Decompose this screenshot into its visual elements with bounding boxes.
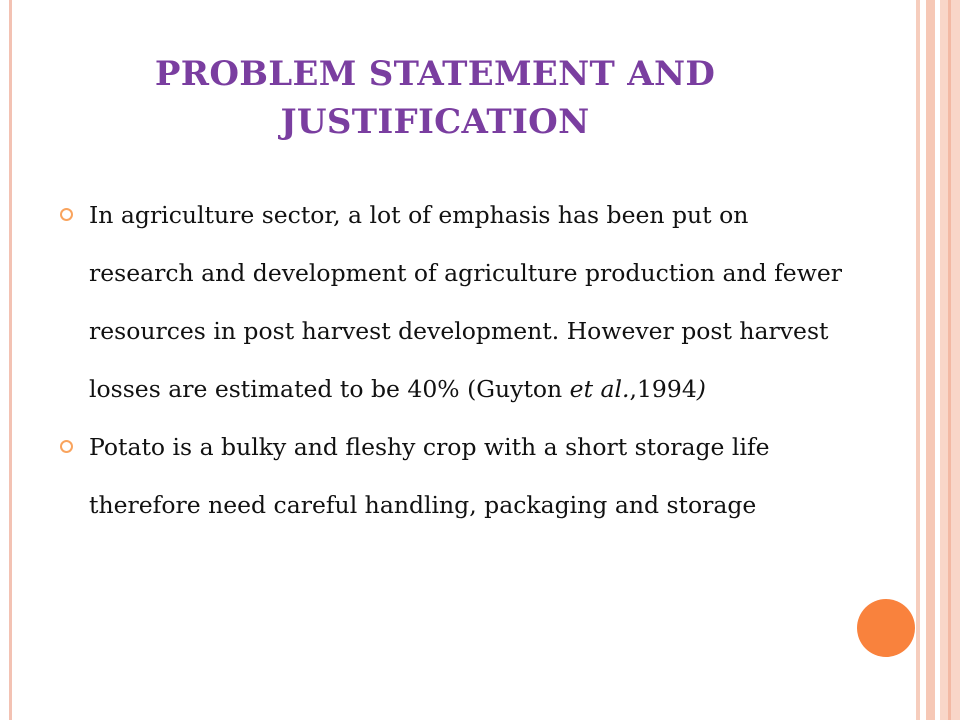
bullet-item	[58, 418, 858, 534]
right-stripe	[948, 0, 951, 720]
bullet-item	[58, 186, 858, 418]
bullet-circle-icon	[60, 440, 73, 453]
bullet-circle-icon	[60, 208, 73, 221]
slide-title: PROBLEM STATEMENT AND JUSTIFICATION	[154, 54, 716, 142]
right-stripe	[926, 0, 935, 720]
bullet-closing-paren: )	[696, 375, 706, 403]
accent-circle	[857, 599, 915, 657]
bullet-list	[58, 186, 858, 534]
bullet-citation-year: ,1994	[629, 375, 697, 403]
bullet-text: In agriculture sector, a lot of emphasis has been put on research and development of agriculture production and fewer resources in post harvest development. However post harvest losses are estimated to be 40% (Guyton	[89, 201, 842, 403]
right-stripe	[916, 0, 920, 720]
bullet-text: Potato is a bulky and fleshy crop with a short storage life therefore need careful handling, packaging and storage	[89, 433, 770, 519]
bullet-citation-italic: et al.	[569, 375, 630, 403]
left-frame-line	[9, 0, 12, 720]
